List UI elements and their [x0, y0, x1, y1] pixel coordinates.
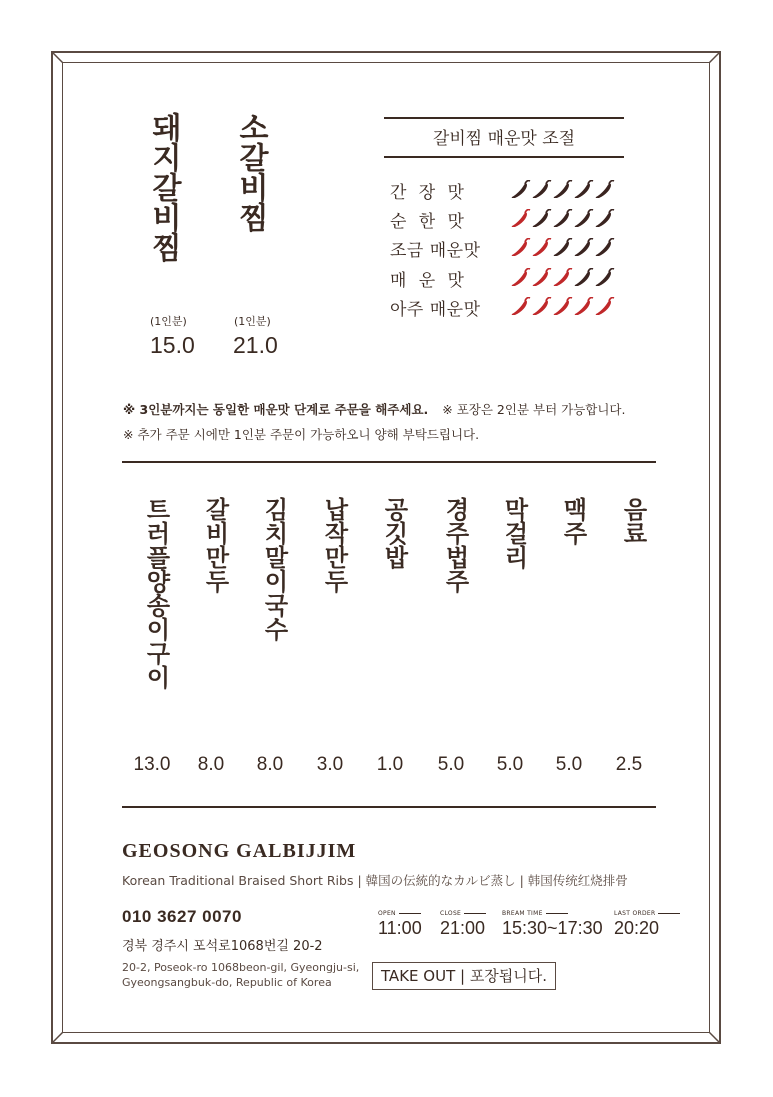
chili-pepper-icon	[575, 181, 593, 198]
spice-level-label: 아주 매운맛	[390, 300, 481, 320]
order-note-takeout: ※ 포장은 2인분 부터 가능합니다.	[442, 402, 626, 417]
hours-last-order-value: 20:20	[614, 918, 660, 938]
menu-item-price: 8.0	[256, 754, 284, 775]
spice-level-label: 간 장 맛	[390, 183, 465, 203]
chili-pepper-icon	[596, 298, 614, 315]
chili-pepper-icon	[596, 181, 614, 198]
brand-tagline: Korean Traditional Braised Short Ribs | 韓国の伝統的なカルビ蒸し | 韩国传统红烧排骨	[122, 873, 628, 888]
spice-top-rule	[384, 117, 624, 119]
brand-name: GEOSONG GALBIJJIM	[122, 840, 357, 862]
chili-pepper-icon	[533, 181, 551, 198]
hours-break-value: 15:30~17:30	[502, 918, 603, 938]
hours-open	[378, 910, 422, 939]
spice-level-label: 매 운 맛	[390, 271, 465, 291]
menu-item-name: 갈비만두	[201, 497, 230, 593]
chili-pepper-icon	[596, 210, 614, 227]
chili-pepper-icon	[575, 269, 593, 286]
divider-top	[122, 461, 656, 463]
chili-pepper-icon	[554, 298, 572, 315]
address-english-line1: 20-2, Poseok-ro 1068beon-gil, Gyeongju-si,	[122, 961, 360, 974]
menu-item-name: 김치말이국수	[260, 497, 289, 641]
chili-pepper-icon	[554, 210, 572, 227]
chili-pepper-icon	[554, 239, 572, 256]
price-beef: 21.0	[233, 332, 278, 358]
portion-label-beef: (1인분)	[234, 315, 271, 328]
order-note-2: ※ 추가 주문 시에만 1인분 주문이 가능하오니 양해 부탁드립니다.	[123, 427, 480, 442]
chili-pepper-icon	[512, 210, 530, 227]
chili-pepper-icon	[575, 298, 593, 315]
hours-break	[502, 910, 603, 939]
dish-title-pork: 돼지갈비찜	[146, 112, 181, 262]
hours-open-label: OPEN	[378, 910, 422, 917]
menu-item-price: 13.0	[133, 754, 171, 775]
chili-pepper-icon	[512, 298, 530, 315]
chili-pepper-icon	[596, 239, 614, 256]
menu-item-name: 트러플양송이구이	[142, 497, 171, 689]
dish-title-beef: 소갈비찜	[233, 112, 268, 232]
spice-level-label: 조금 매운맛	[390, 241, 481, 261]
menu-item-price: 2.5	[615, 754, 643, 775]
spice-bottom-rule	[384, 156, 624, 158]
address-english-line2: Gyeongsangbuk-do, Republic of Korea	[122, 976, 332, 989]
hours-close	[440, 910, 486, 939]
hours-break-label: BREAM TIME	[502, 910, 603, 917]
chili-pepper-icon	[512, 181, 530, 198]
chili-pepper-icon	[512, 269, 530, 286]
menu-item-name: 납작만두	[320, 497, 349, 593]
takeout-badge: TAKE OUT | 포장됩니다.	[372, 962, 556, 990]
pepper-rating	[510, 268, 620, 286]
chili-pepper-icon	[533, 239, 551, 256]
spice-title: 갈비찜 매운맛 조절	[432, 129, 576, 149]
chili-pepper-icon	[533, 210, 551, 227]
menu-item-name: 맥주	[559, 497, 588, 545]
portion-label-pork: (1인분)	[150, 315, 187, 328]
menu-item-name: 막걸리	[500, 497, 529, 569]
price-pork: 15.0	[150, 332, 195, 358]
chili-pepper-icon	[512, 239, 530, 256]
pepper-rating	[510, 297, 620, 315]
order-note-bold: ※ 3인분까지는 동일한 매운맛 단계로 주문을 해주세요.	[123, 402, 429, 417]
hours-open-value: 11:00	[378, 918, 422, 938]
hours-last-order	[614, 910, 680, 939]
pepper-rating	[510, 180, 620, 198]
hours-close-label: CLOSE	[440, 910, 486, 917]
menu-item-price: 3.0	[316, 754, 344, 775]
chili-pepper-icon	[575, 210, 593, 227]
chili-pepper-icon	[596, 269, 614, 286]
spice-level-label: 순 한 맛	[390, 212, 465, 232]
menu-item-price: 8.0	[197, 754, 225, 775]
chili-pepper-icon	[533, 269, 551, 286]
menu-item-name: 공깃밥	[380, 497, 409, 569]
pepper-rating	[510, 238, 620, 256]
menu-item-price: 5.0	[496, 754, 524, 775]
hours-last-order-label: LAST ORDER	[614, 910, 680, 917]
hours-close-value: 21:00	[440, 918, 486, 938]
divider-bottom	[122, 806, 656, 808]
chili-pepper-icon	[575, 239, 593, 256]
order-note-1	[123, 400, 625, 418]
chili-pepper-icon	[554, 181, 572, 198]
menu-item-price: 5.0	[555, 754, 583, 775]
phone-number: 010 3627 0070	[122, 907, 242, 926]
pepper-rating	[510, 209, 620, 227]
address-korean: 경북 경주시 포석로1068번길 20-2	[122, 939, 323, 954]
menu-item-name: 경주법주	[441, 497, 470, 593]
menu-item-price: 1.0	[376, 754, 404, 775]
chili-pepper-icon	[533, 298, 551, 315]
menu-item-price: 5.0	[437, 754, 465, 775]
menu-item-name: 음료	[619, 497, 648, 545]
chili-pepper-icon	[554, 269, 572, 286]
